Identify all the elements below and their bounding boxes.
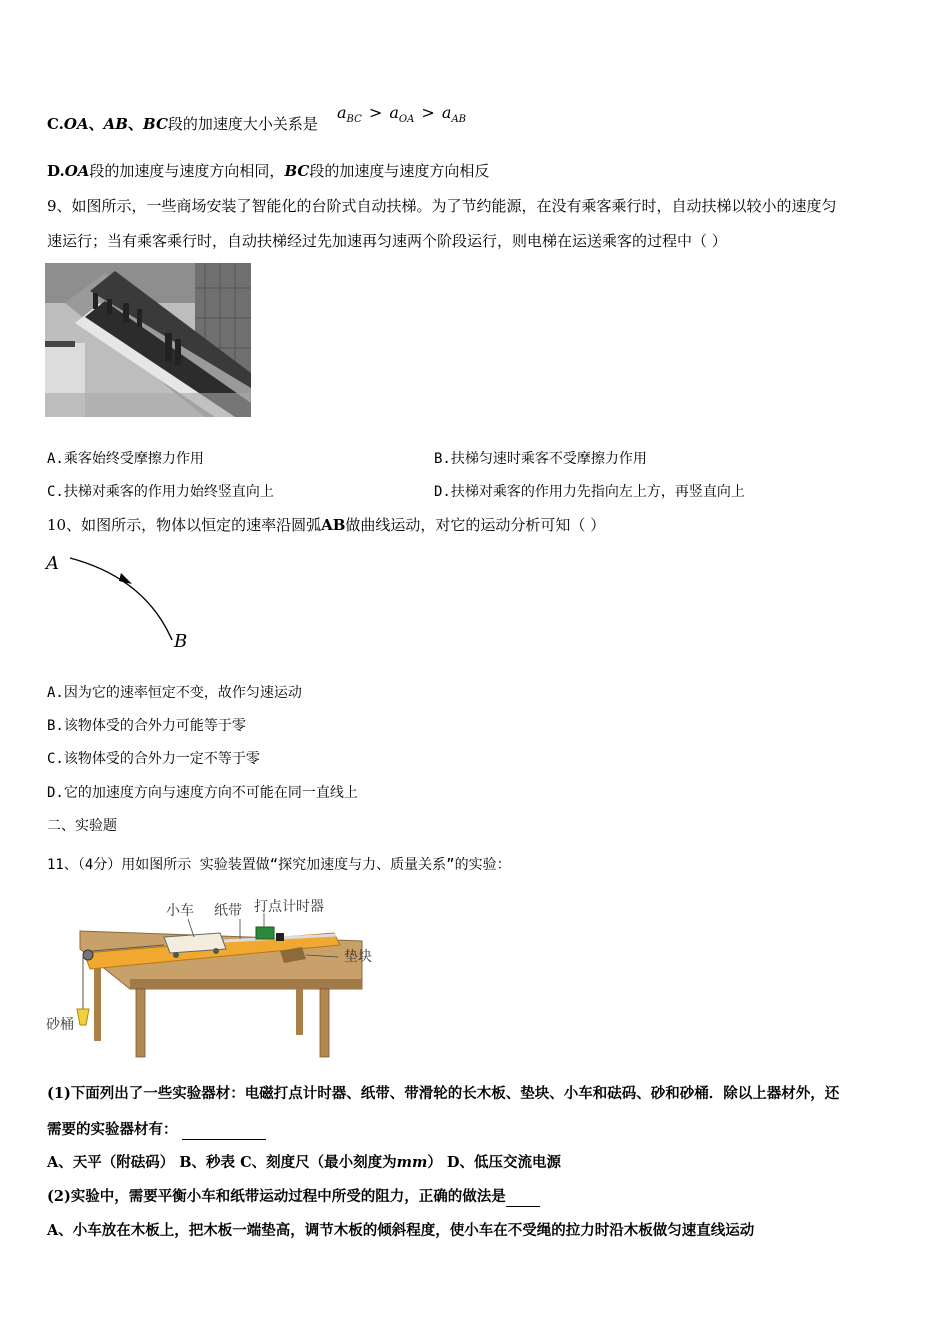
label-block: 垫块	[344, 949, 372, 965]
formula-a1: a	[337, 103, 347, 122]
q10-option-c: C.该物体受的合外力一定不等于零	[47, 751, 260, 767]
q9-stem-line1: 9、如图所示，一些商场安装了智能化的台阶式自动扶梯。为了节约能源，在没有乘客乘行时，自动扶梯以较小的速度匀	[47, 197, 837, 215]
q11-stem: 11、（4分）用如图所示 实验装置做“探究加速度与力、质量关系”的实验：	[47, 857, 511, 873]
answer-blank-2[interactable]	[506, 1188, 540, 1207]
q11-choices-mm: mm	[396, 1154, 428, 1171]
answer-blank-1[interactable]	[182, 1121, 266, 1140]
pulley	[83, 950, 93, 960]
table-leg-left-front	[136, 989, 145, 1057]
q8-option-c-text: 段的加速度大小关系是	[167, 115, 318, 133]
q8-option-c-sep1: 、	[88, 115, 104, 133]
timer	[256, 927, 274, 939]
section-title-experiment: 二、实验题	[47, 818, 117, 834]
q9-option-c: C.扶梯对乘客的作用力始终竖直向上	[47, 484, 274, 500]
label-sand-bucket: 砂桶	[46, 1017, 74, 1033]
table-leg-right-back	[296, 989, 303, 1035]
q8-option-d-prefix: D.	[47, 162, 65, 180]
sand-bucket	[77, 1009, 89, 1025]
q10-option-d: D.它的加速度方向与速度方向不可能在同一直线上	[47, 785, 358, 801]
q10-option-a: A.因为它的速率恒定不变，故作匀速运动	[47, 685, 302, 701]
q11-part1-line1: (1)下面列出了一些实验器材：电磁打点计时器、纸带、带滑轮的长木板、垫块、小车和砝码、砂和砂桶．除以上器材外，还	[47, 1085, 840, 1102]
escalator-photo	[45, 263, 251, 417]
q10-stem-post: 做曲线运动，对它的运动分析可知（ ）	[345, 516, 606, 534]
q11-choices-post: ） D、低压交流电源	[427, 1154, 561, 1171]
formula-gt1: >	[368, 103, 383, 122]
q11-part2-text: (2)实验中，需要平衡小车和纸带运动过程中所受的阻力，正确的做法是	[47, 1188, 506, 1205]
label-car: 小车	[166, 903, 194, 919]
q11-part2-option-a: A、小车放在木板上，把木板一端垫高，调节木板的倾斜程度，使小车在不受绳的拉力时沿木板做匀速直线运动	[47, 1222, 755, 1239]
q11-part2	[47, 1187, 540, 1207]
q8-option-c-oa: OA	[63, 115, 89, 133]
q8-option-c-ab: AB	[103, 115, 128, 133]
q8-option-d-mid: 段的加速度与速度方向相同，	[89, 162, 285, 180]
q8-option-c-bc: BC	[142, 115, 168, 133]
q9-option-a: A.乘客始终受摩擦力作用	[47, 451, 204, 467]
label-timer: 打点计时器	[254, 899, 324, 915]
q8-option-c-prefix: C.	[47, 115, 64, 133]
label-paper-tape: 纸带	[214, 903, 242, 919]
arc-path	[70, 558, 172, 640]
q9-option-d: D.扶梯对乘客的作用力先指向左上方，再竖直向上	[434, 484, 745, 500]
q8-option-d-end: 段的加速度与速度方向相反	[309, 162, 490, 180]
experiment-figure	[44, 893, 394, 1063]
q8-option-c-sep2: 、	[127, 115, 143, 133]
formula-sub-oa: OA	[398, 114, 415, 125]
table-leg-right-front	[320, 989, 329, 1057]
q11-part1-line2	[47, 1120, 266, 1140]
formula-sub-ab: AB	[451, 114, 467, 125]
formula-a3: a	[441, 103, 452, 122]
formula-sub-bc: BC	[346, 114, 362, 125]
q11-choices-pre: A、天平（附砝码） B、秒表 C、刻度尺（最小刻度为	[47, 1154, 397, 1171]
q8-option-d	[47, 161, 489, 181]
q11-part1-line2-text: 需要的实验器材有：	[47, 1121, 178, 1138]
q8-option-c	[47, 114, 318, 134]
arc-figure	[40, 548, 210, 658]
q9-option-b: B.扶梯匀速时乘客不受摩擦力作用	[434, 451, 647, 467]
q10-stem	[47, 515, 605, 535]
q10-stem-pre: 10、如图所示，物体以恒定的速率沿圆弧	[47, 516, 322, 534]
q11-choices	[47, 1153, 561, 1173]
q8-option-d-bc: BC	[284, 162, 310, 180]
q8-option-d-oa: OA	[64, 162, 90, 180]
arc-label-a: A	[46, 553, 59, 574]
q8-formula	[337, 103, 466, 125]
formula-a2: a	[389, 103, 399, 122]
arc-arrow	[119, 573, 132, 584]
q10-stem-ab: AB	[321, 516, 346, 534]
q10-option-b: B.该物体受的合外力可能等于零	[47, 718, 246, 734]
arc-label-b: B	[174, 631, 188, 652]
q9-stem-line2: 速运行；当有乘客乘行时，自动扶梯经过先加速再匀速两个阶段运行，则电梯在运送乘客的过程中（ ）	[47, 232, 727, 250]
formula-gt2: >	[421, 103, 435, 122]
